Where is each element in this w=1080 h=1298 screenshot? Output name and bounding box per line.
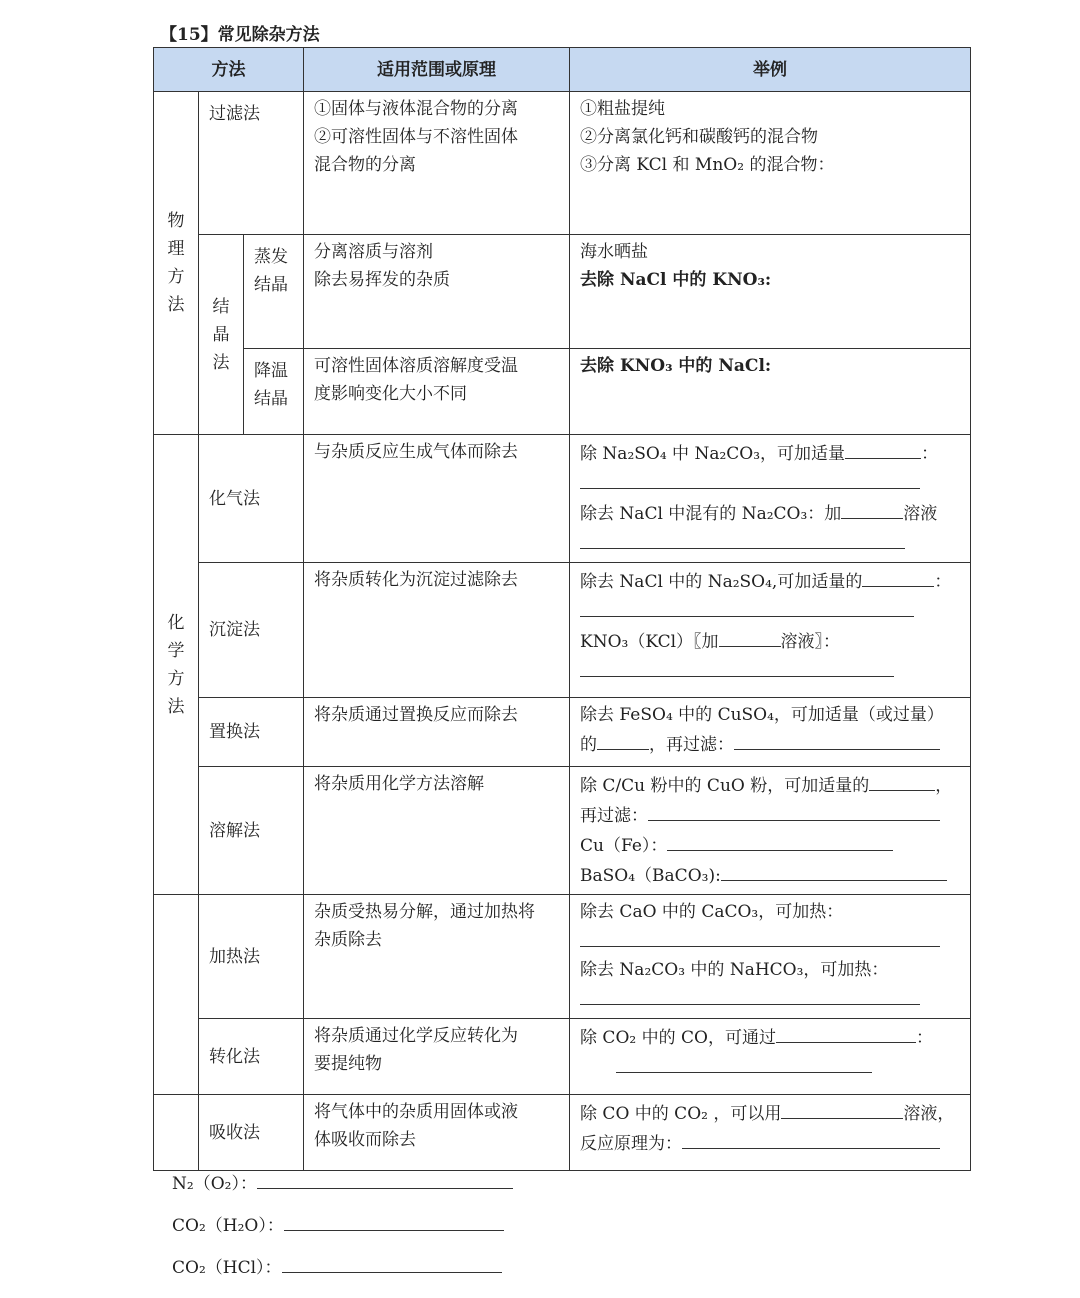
category-physical: 物理方法 xyxy=(154,92,199,435)
answer-blank[interactable] xyxy=(580,926,940,947)
table-row xyxy=(154,767,971,895)
method-name: 转化法 xyxy=(199,1019,304,1095)
method-name: 过滤法 xyxy=(199,92,304,235)
header-scope: 适用范围或原理 xyxy=(304,48,570,92)
method-name: 沉淀法 xyxy=(199,563,304,698)
answer-blank[interactable] xyxy=(719,626,781,647)
answer-blank[interactable] xyxy=(776,1022,916,1043)
scope-cell: 分离溶质与溶剂 除去易挥发的杂质 xyxy=(304,235,570,349)
method-name: 蒸发 结晶 xyxy=(244,235,304,349)
answer-blank[interactable] xyxy=(580,656,894,677)
answer-blank[interactable] xyxy=(257,1168,513,1189)
answer-blank[interactable] xyxy=(282,1252,502,1273)
method-name: 加热法 xyxy=(199,895,304,1019)
scope-cell: ①固体与液体混合物的分离 ②可溶性固体与不溶性固体 混合物的分离 xyxy=(304,92,570,235)
answer-blank[interactable] xyxy=(580,528,905,549)
method-name: 置换法 xyxy=(199,698,304,767)
method-name: 吸收法 xyxy=(199,1095,304,1171)
example-cell: 除去 FeSO₄ 中的 CuSO₄，可加适量（或过量） 的 ，再过滤： xyxy=(570,698,971,767)
scope-cell: 可溶性固体溶质溶解度受温 度影响变化大小不同 xyxy=(304,349,570,435)
category-chemical: 化学方法 xyxy=(154,435,199,895)
example-cell: 除去 NaCl 中的 Na₂SO₄,可加适量的 ： KNO₃（KCl）〖加 溶液〗： xyxy=(570,563,971,698)
scope-cell: 将杂质用化学方法溶解 xyxy=(304,767,570,895)
answer-blank[interactable] xyxy=(869,770,935,791)
table-row xyxy=(154,1019,971,1095)
header-row xyxy=(154,48,971,92)
example-cell: 除去 CaO 中的 CaCO₃，可加热： 除去 Na₂CO₃ 中的 NaHCO₃，可加热： xyxy=(570,895,971,1019)
answer-blank[interactable] xyxy=(845,438,921,459)
category-crystallization: 结晶法 xyxy=(199,235,244,435)
answer-blank[interactable] xyxy=(682,1128,940,1149)
table-row xyxy=(154,92,971,235)
answer-blank[interactable] xyxy=(781,1098,903,1119)
scope-cell: 将杂质通过化学反应转化为 要提纯物 xyxy=(304,1019,570,1095)
answer-blank[interactable] xyxy=(841,498,903,519)
example-cell: 除 CO 中的 CO₂ ，可以用 溶液， 反应原理为： xyxy=(570,1095,971,1171)
category-blank xyxy=(154,1095,199,1171)
answer-blank[interactable] xyxy=(597,729,649,750)
table-row xyxy=(154,349,971,435)
answer-blank[interactable] xyxy=(580,468,920,489)
category-blank xyxy=(154,895,199,1095)
answer-blank[interactable] xyxy=(734,729,940,750)
table-row xyxy=(154,435,971,563)
table-row xyxy=(154,563,971,698)
answer-blank[interactable] xyxy=(721,860,947,881)
answer-blank[interactable] xyxy=(648,800,940,821)
page-title: 【15】常见除杂方法 xyxy=(160,25,320,45)
answer-blank[interactable] xyxy=(580,984,920,1005)
purification-methods-table xyxy=(153,47,971,1171)
scope-cell: 与杂质反应生成气体而除去 xyxy=(304,435,570,563)
bottom-question: CO₂（H₂O）： xyxy=(172,1210,504,1240)
scope-cell: 将杂质通过置换反应而除去 xyxy=(304,698,570,767)
scope-cell: 将气体中的杂质用固体或液 体吸收而除去 xyxy=(304,1095,570,1171)
scope-cell: 杂质受热易分解，通过加热将 杂质除去 xyxy=(304,895,570,1019)
method-name: 化气法 xyxy=(199,435,304,563)
header-method: 方法 xyxy=(154,48,304,92)
answer-blank[interactable] xyxy=(667,830,893,851)
example-cell: 海水晒盐 去除 NaCl 中的 KNO₃: xyxy=(570,235,971,349)
example-cell: 除 C/Cu 粉中的 CuO 粉，可加适量的 ， 再过滤： Cu（Fe）： BaSO₄（BaCO₃): xyxy=(570,767,971,895)
header-example: 举例 xyxy=(570,48,971,92)
table-row xyxy=(154,1095,971,1171)
answer-blank[interactable] xyxy=(616,1052,872,1073)
scope-cell: 将杂质转化为沉淀过滤除去 xyxy=(304,563,570,698)
method-name: 溶解法 xyxy=(199,767,304,895)
example-cell: 去除 KNO₃ 中的 NaCl: xyxy=(570,349,971,435)
bottom-question: CO₂（HCl）： xyxy=(172,1252,502,1282)
example-cell: 除 CO₂ 中的 CO，可通过 ： xyxy=(570,1019,971,1095)
table-row xyxy=(154,698,971,767)
answer-blank[interactable] xyxy=(580,596,914,617)
example-cell: ①粗盐提纯 ②分离氯化钙和碳酸钙的混合物 ③分离 KCl 和 MnO₂ 的混合物： xyxy=(570,92,971,235)
table-row xyxy=(154,235,971,349)
method-name: 降温 结晶 xyxy=(244,349,304,435)
bottom-question: N₂（O₂）： xyxy=(172,1168,513,1198)
example-cell: 除 Na₂SO₄ 中 Na₂CO₃，可加适量 ： 除去 NaCl 中混有的 Na₂CO₃：加 溶液 xyxy=(570,435,971,563)
answer-blank[interactable] xyxy=(862,566,934,587)
answer-blank[interactable] xyxy=(284,1210,504,1231)
table-row xyxy=(154,895,971,1019)
